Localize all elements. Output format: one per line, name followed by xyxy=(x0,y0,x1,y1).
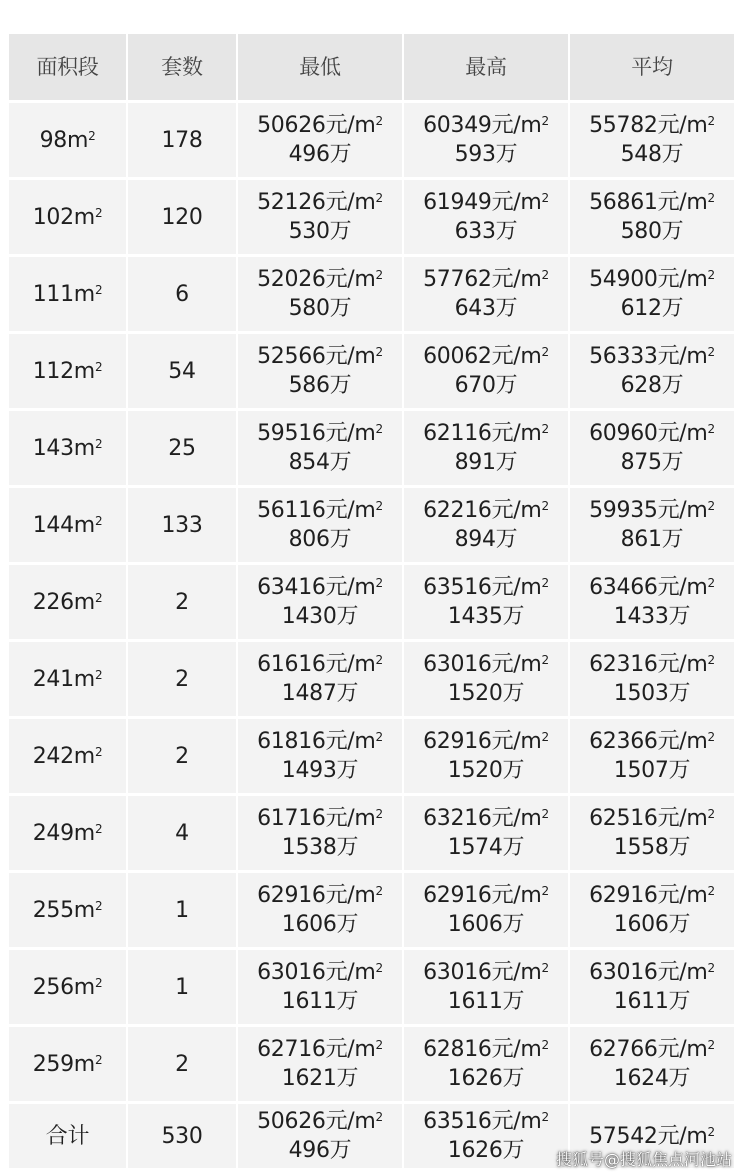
table-cell-min xyxy=(238,411,402,485)
table-cell-area xyxy=(9,1027,126,1101)
min-total-price: 530万 xyxy=(288,219,352,244)
area-value: 102m xyxy=(32,204,95,230)
max-unit-price-value: 63516元/m xyxy=(423,575,542,600)
avg-total-price: 1624万 xyxy=(613,1066,691,1091)
unit-superscript: 2 xyxy=(375,884,383,898)
avg-unit-price-value: 63016元/m xyxy=(589,960,708,985)
area-superscript: 2 xyxy=(94,1052,103,1067)
max-total-price: 593万 xyxy=(454,142,518,167)
unit-superscript: 2 xyxy=(541,807,549,821)
table-cell-avg xyxy=(570,257,734,331)
max-total-price: 633万 xyxy=(454,219,518,244)
min-unit-price-value: 61816元/m xyxy=(257,729,376,754)
unit-superscript: 2 xyxy=(375,499,383,513)
avg-unit-price-value: 57542元/m xyxy=(589,1123,708,1149)
table-cell-avg xyxy=(570,411,734,485)
table-cell-area xyxy=(9,488,126,562)
table-cell-min xyxy=(238,1027,402,1101)
max-unit-price xyxy=(423,111,549,140)
avg-unit-price-value: 62916元/m xyxy=(589,883,708,908)
area-value: 合计 xyxy=(45,1123,90,1149)
avg-unit-price-value: 62366元/m xyxy=(589,729,708,754)
area-superscript: 2 xyxy=(94,359,103,374)
area-label xyxy=(33,434,103,463)
max-unit-price-value: 62916元/m xyxy=(423,883,542,908)
table-cell-area xyxy=(9,334,126,408)
unit-superscript: 2 xyxy=(541,576,549,590)
min-unit-price xyxy=(257,1107,383,1136)
area-label xyxy=(33,511,103,540)
avg-total-price: 1503万 xyxy=(613,681,691,706)
area-superscript: 2 xyxy=(94,975,103,990)
avg-unit-price-value: 62516元/m xyxy=(589,806,708,831)
min-unit-price xyxy=(257,111,383,140)
area-value: 255m xyxy=(32,897,95,923)
avg-unit-price xyxy=(589,496,715,525)
avg-unit-price-value: 56861元/m xyxy=(589,190,708,215)
area-value: 143m xyxy=(32,435,95,461)
area-value: 98m xyxy=(39,127,89,153)
area-value: 226m xyxy=(32,589,95,615)
unit-superscript: 2 xyxy=(707,576,715,590)
min-unit-price-value: 50626元/m xyxy=(257,1109,376,1134)
area-superscript: 2 xyxy=(94,282,103,297)
avg-unit-price xyxy=(589,111,715,140)
area-label xyxy=(40,126,96,155)
unit-superscript: 2 xyxy=(707,114,715,128)
table-cell-avg xyxy=(570,950,734,1024)
table-cell-max xyxy=(404,565,568,639)
min-unit-price-value: 59516元/m xyxy=(257,421,376,446)
area-label xyxy=(33,896,103,925)
unit-superscript: 2 xyxy=(707,1124,715,1139)
unit-superscript: 2 xyxy=(541,499,549,513)
unit-superscript: 2 xyxy=(541,1038,549,1052)
avg-total-price: 1507万 xyxy=(613,758,691,783)
table-cell-max xyxy=(404,796,568,870)
area-label xyxy=(33,742,103,771)
max-unit-price-value: 63016元/m xyxy=(423,960,542,985)
header-count: 套数 xyxy=(128,34,236,100)
table-cell-min xyxy=(238,950,402,1024)
max-unit-price xyxy=(423,650,549,679)
min-total-price: 580万 xyxy=(288,296,352,321)
unit-superscript: 2 xyxy=(707,268,715,282)
max-total-price: 643万 xyxy=(454,296,518,321)
max-total-price: 1520万 xyxy=(447,758,525,783)
table-cell-area xyxy=(9,950,126,1024)
max-unit-price-value: 62916元/m xyxy=(423,729,542,754)
unit-superscript: 2 xyxy=(375,961,383,975)
avg-total-price: 875万 xyxy=(620,450,684,475)
avg-unit-price xyxy=(589,342,715,371)
unit-superscript: 2 xyxy=(375,576,383,590)
table-cell-area xyxy=(9,257,126,331)
table-cell-max xyxy=(404,411,568,485)
avg-unit-price xyxy=(589,881,715,910)
table-cell-avg xyxy=(570,488,734,562)
unit-superscript: 2 xyxy=(707,653,715,667)
unit-superscript: 2 xyxy=(707,730,715,744)
table-cell-min xyxy=(238,796,402,870)
area-label xyxy=(33,973,103,1002)
header-max: 最高 xyxy=(404,34,568,100)
unit-superscript: 2 xyxy=(541,114,549,128)
table-cell-avg xyxy=(570,642,734,716)
header-avg: 平均 xyxy=(570,34,734,100)
unit-superscript: 2 xyxy=(375,422,383,436)
area-superscript: 2 xyxy=(94,590,103,605)
max-unit-price xyxy=(423,342,549,371)
table-cell-min xyxy=(238,334,402,408)
table-cell-count: 6 xyxy=(128,257,236,331)
max-total-price: 1435万 xyxy=(447,604,525,629)
max-unit-price-value: 63216元/m xyxy=(423,806,542,831)
table-cell-max xyxy=(404,103,568,177)
unit-superscript: 2 xyxy=(541,422,549,436)
area-superscript: 2 xyxy=(94,667,103,682)
min-unit-price xyxy=(257,650,383,679)
table-cell-area xyxy=(9,642,126,716)
max-unit-price xyxy=(423,881,549,910)
avg-unit-price-value: 55782元/m xyxy=(589,113,708,138)
unit-superscript: 2 xyxy=(375,807,383,821)
min-total-price: 496万 xyxy=(288,142,352,167)
min-unit-price xyxy=(257,265,383,294)
area-label xyxy=(33,588,103,617)
min-unit-price xyxy=(257,1035,383,1064)
area-superscript: 2 xyxy=(94,898,103,913)
max-total-price: 670万 xyxy=(454,373,518,398)
avg-unit-price xyxy=(589,573,715,602)
table-cell-max xyxy=(404,1027,568,1101)
avg-unit-price-value: 62766元/m xyxy=(589,1037,708,1062)
max-unit-price xyxy=(423,265,549,294)
table-cell-avg xyxy=(570,180,734,254)
table-cell-area xyxy=(9,103,126,177)
table-cell-min xyxy=(238,180,402,254)
unit-superscript: 2 xyxy=(707,345,715,359)
table-cell-avg xyxy=(570,873,734,947)
max-unit-price-value: 60062元/m xyxy=(423,344,542,369)
table-cell-max xyxy=(404,642,568,716)
max-total-price: 1574万 xyxy=(447,835,525,860)
max-unit-price-value: 61949元/m xyxy=(423,190,542,215)
max-unit-price-value: 62216元/m xyxy=(423,498,542,523)
table-cell-area xyxy=(9,719,126,793)
min-unit-price-value: 52566元/m xyxy=(257,344,376,369)
avg-unit-price xyxy=(589,265,715,294)
min-total-price: 1493万 xyxy=(281,758,359,783)
table-cell-count: 2 xyxy=(128,642,236,716)
area-value: 144m xyxy=(32,512,95,538)
min-unit-price xyxy=(257,496,383,525)
max-unit-price xyxy=(423,1035,549,1064)
table-cell-count: 54 xyxy=(128,334,236,408)
area-label xyxy=(33,357,103,386)
max-unit-price xyxy=(423,804,549,833)
avg-unit-price-value: 63466元/m xyxy=(589,575,708,600)
min-total-price: 1487万 xyxy=(281,681,359,706)
avg-total-price: 1558万 xyxy=(613,835,691,860)
max-total-price: 1626万 xyxy=(447,1066,525,1091)
min-unit-price-value: 52026元/m xyxy=(257,267,376,292)
area-label xyxy=(46,1122,89,1151)
table-cell-count: 2 xyxy=(128,719,236,793)
table-cell-avg xyxy=(570,565,734,639)
table-cell-avg xyxy=(570,796,734,870)
area-superscript: 2 xyxy=(94,513,103,528)
table-cell-area xyxy=(9,796,126,870)
table-cell-max xyxy=(404,334,568,408)
avg-unit-price xyxy=(589,804,715,833)
avg-total-price: 628万 xyxy=(620,373,684,398)
avg-total-price: 1606万 xyxy=(613,912,691,937)
max-total-price: 1611万 xyxy=(447,989,525,1014)
min-unit-price xyxy=(257,419,383,448)
min-unit-price-value: 62916元/m xyxy=(257,883,376,908)
max-unit-price-value: 62116元/m xyxy=(423,421,542,446)
avg-unit-price xyxy=(589,650,715,679)
min-total-price: 1538万 xyxy=(281,835,359,860)
table-cell-area xyxy=(9,180,126,254)
table-cell-area xyxy=(9,565,126,639)
price-table xyxy=(9,34,732,1168)
avg-total-price: 1433万 xyxy=(613,604,691,629)
unit-superscript: 2 xyxy=(541,730,549,744)
area-label xyxy=(33,665,103,694)
min-total-price: 806万 xyxy=(288,527,352,552)
avg-unit-price-value: 62316元/m xyxy=(589,652,708,677)
min-total-price: 496万 xyxy=(288,1138,352,1163)
area-superscript: 2 xyxy=(94,436,103,451)
table-cell-avg xyxy=(570,719,734,793)
unit-superscript: 2 xyxy=(707,1038,715,1052)
area-label xyxy=(33,280,103,309)
max-unit-price xyxy=(423,1107,549,1136)
unit-superscript: 2 xyxy=(375,730,383,744)
min-unit-price-value: 63016元/m xyxy=(257,960,376,985)
max-total-price: 1520万 xyxy=(447,681,525,706)
unit-superscript: 2 xyxy=(541,653,549,667)
area-value: 259m xyxy=(32,1051,95,1077)
header-area: 面积段 xyxy=(9,34,126,100)
area-value: 242m xyxy=(32,743,95,769)
max-unit-price xyxy=(423,958,549,987)
unit-superscript: 2 xyxy=(375,1038,383,1052)
area-value: 256m xyxy=(32,974,95,1000)
avg-total-price: 612万 xyxy=(620,296,684,321)
avg-unit-price xyxy=(589,188,715,217)
table-cell-avg xyxy=(570,103,734,177)
min-unit-price-value: 56116元/m xyxy=(257,498,376,523)
max-unit-price xyxy=(423,188,549,217)
avg-total-price: 861万 xyxy=(620,527,684,552)
avg-unit-price xyxy=(589,1035,715,1064)
area-value: 241m xyxy=(32,666,95,692)
avg-unit-price xyxy=(589,958,715,987)
table-cell-count: 1 xyxy=(128,950,236,1024)
min-total-price: 1611万 xyxy=(281,989,359,1014)
table-cell-max xyxy=(404,719,568,793)
min-unit-price-value: 61616元/m xyxy=(257,652,376,677)
max-unit-price-value: 63516元/m xyxy=(423,1109,542,1134)
table-cell-count: 1 xyxy=(128,873,236,947)
min-unit-price-value: 63416元/m xyxy=(257,575,376,600)
unit-superscript: 2 xyxy=(541,1110,549,1124)
min-unit-price-value: 50626元/m xyxy=(257,113,376,138)
area-label xyxy=(33,203,103,232)
table-cell-area xyxy=(9,411,126,485)
avg-total-price: 580万 xyxy=(620,219,684,244)
unit-superscript: 2 xyxy=(707,884,715,898)
table-cell-count: 25 xyxy=(128,411,236,485)
max-total-price: 894万 xyxy=(454,527,518,552)
max-unit-price-value: 60349元/m xyxy=(423,113,542,138)
unit-superscript: 2 xyxy=(375,345,383,359)
table-cell-min xyxy=(238,1104,402,1168)
min-unit-price xyxy=(257,342,383,371)
area-value: 112m xyxy=(32,358,95,384)
max-unit-price xyxy=(423,496,549,525)
table-cell-count: 4 xyxy=(128,796,236,870)
unit-superscript: 2 xyxy=(375,653,383,667)
min-unit-price xyxy=(257,804,383,833)
table-cell-max xyxy=(404,873,568,947)
unit-superscript: 2 xyxy=(375,268,383,282)
table-cell-max xyxy=(404,1104,568,1168)
header-min: 最低 xyxy=(238,34,402,100)
table-cell-max xyxy=(404,488,568,562)
max-unit-price xyxy=(423,419,549,448)
table-cell-min xyxy=(238,565,402,639)
max-total-price: 1626万 xyxy=(447,1138,525,1163)
avg-unit-price xyxy=(589,419,715,448)
table-cell-count: 120 xyxy=(128,180,236,254)
min-unit-price-value: 62716元/m xyxy=(257,1037,376,1062)
max-unit-price-value: 63016元/m xyxy=(423,652,542,677)
unit-superscript: 2 xyxy=(707,422,715,436)
unit-superscript: 2 xyxy=(541,191,549,205)
table-cell-count: 178 xyxy=(128,103,236,177)
min-unit-price xyxy=(257,188,383,217)
avg-unit-price xyxy=(589,727,715,756)
table-cell-count: 530 xyxy=(128,1104,236,1168)
max-unit-price-value: 57762元/m xyxy=(423,267,542,292)
table-cell-min xyxy=(238,488,402,562)
max-unit-price xyxy=(423,727,549,756)
unit-superscript: 2 xyxy=(541,961,549,975)
area-value: 111m xyxy=(32,281,95,307)
max-total-price: 891万 xyxy=(454,450,518,475)
max-unit-price xyxy=(423,573,549,602)
min-unit-price xyxy=(257,881,383,910)
table-cell-avg xyxy=(570,334,734,408)
table-cell-count: 2 xyxy=(128,565,236,639)
table-cell-min xyxy=(238,873,402,947)
table-cell-min xyxy=(238,642,402,716)
unit-superscript: 2 xyxy=(375,114,383,128)
area-superscript: 2 xyxy=(94,744,103,759)
unit-superscript: 2 xyxy=(707,807,715,821)
unit-superscript: 2 xyxy=(541,345,549,359)
min-total-price: 586万 xyxy=(288,373,352,398)
table-cell-area xyxy=(9,873,126,947)
unit-superscript: 2 xyxy=(375,1110,383,1124)
unit-superscript: 2 xyxy=(541,884,549,898)
avg-total-price: 1611万 xyxy=(613,989,691,1014)
avg-unit-price-value: 56333元/m xyxy=(589,344,708,369)
avg-unit-price-value: 60960元/m xyxy=(589,421,708,446)
watermark: 搜狐号@搜狐焦点河池站 xyxy=(555,1150,732,1169)
table-cell-min xyxy=(238,103,402,177)
min-total-price: 854万 xyxy=(288,450,352,475)
unit-superscript: 2 xyxy=(707,191,715,205)
table-cell-min xyxy=(238,257,402,331)
min-unit-price-value: 61716元/m xyxy=(257,806,376,831)
unit-superscript: 2 xyxy=(707,961,715,975)
max-total-price: 1606万 xyxy=(447,912,525,937)
table-cell-avg xyxy=(570,1027,734,1101)
area-label xyxy=(33,819,103,848)
min-total-price: 1430万 xyxy=(281,604,359,629)
min-unit-price xyxy=(257,573,383,602)
avg-unit-price-value: 59935元/m xyxy=(589,498,708,523)
unit-superscript: 2 xyxy=(541,268,549,282)
table-cell-count: 133 xyxy=(128,488,236,562)
min-unit-price xyxy=(257,958,383,987)
min-unit-price xyxy=(257,727,383,756)
area-superscript: 2 xyxy=(94,205,103,220)
unit-superscript: 2 xyxy=(375,191,383,205)
unit-superscript: 2 xyxy=(707,499,715,513)
table-cell-min xyxy=(238,719,402,793)
max-unit-price-value: 62816元/m xyxy=(423,1037,542,1062)
table-cell-max xyxy=(404,180,568,254)
table-cell-max xyxy=(404,950,568,1024)
min-total-price: 1606万 xyxy=(281,912,359,937)
min-total-price: 1621万 xyxy=(281,1066,359,1091)
min-unit-price-value: 52126元/m xyxy=(257,190,376,215)
area-superscript: 2 xyxy=(94,821,103,836)
table-cell-area xyxy=(9,1104,126,1168)
avg-unit-price-value: 54900元/m xyxy=(589,267,708,292)
area-label xyxy=(33,1050,103,1079)
area-superscript: 2 xyxy=(88,128,96,143)
table-cell-max xyxy=(404,257,568,331)
area-value: 249m xyxy=(32,820,95,846)
table-cell-count: 2 xyxy=(128,1027,236,1101)
avg-total-price: 548万 xyxy=(620,142,684,167)
